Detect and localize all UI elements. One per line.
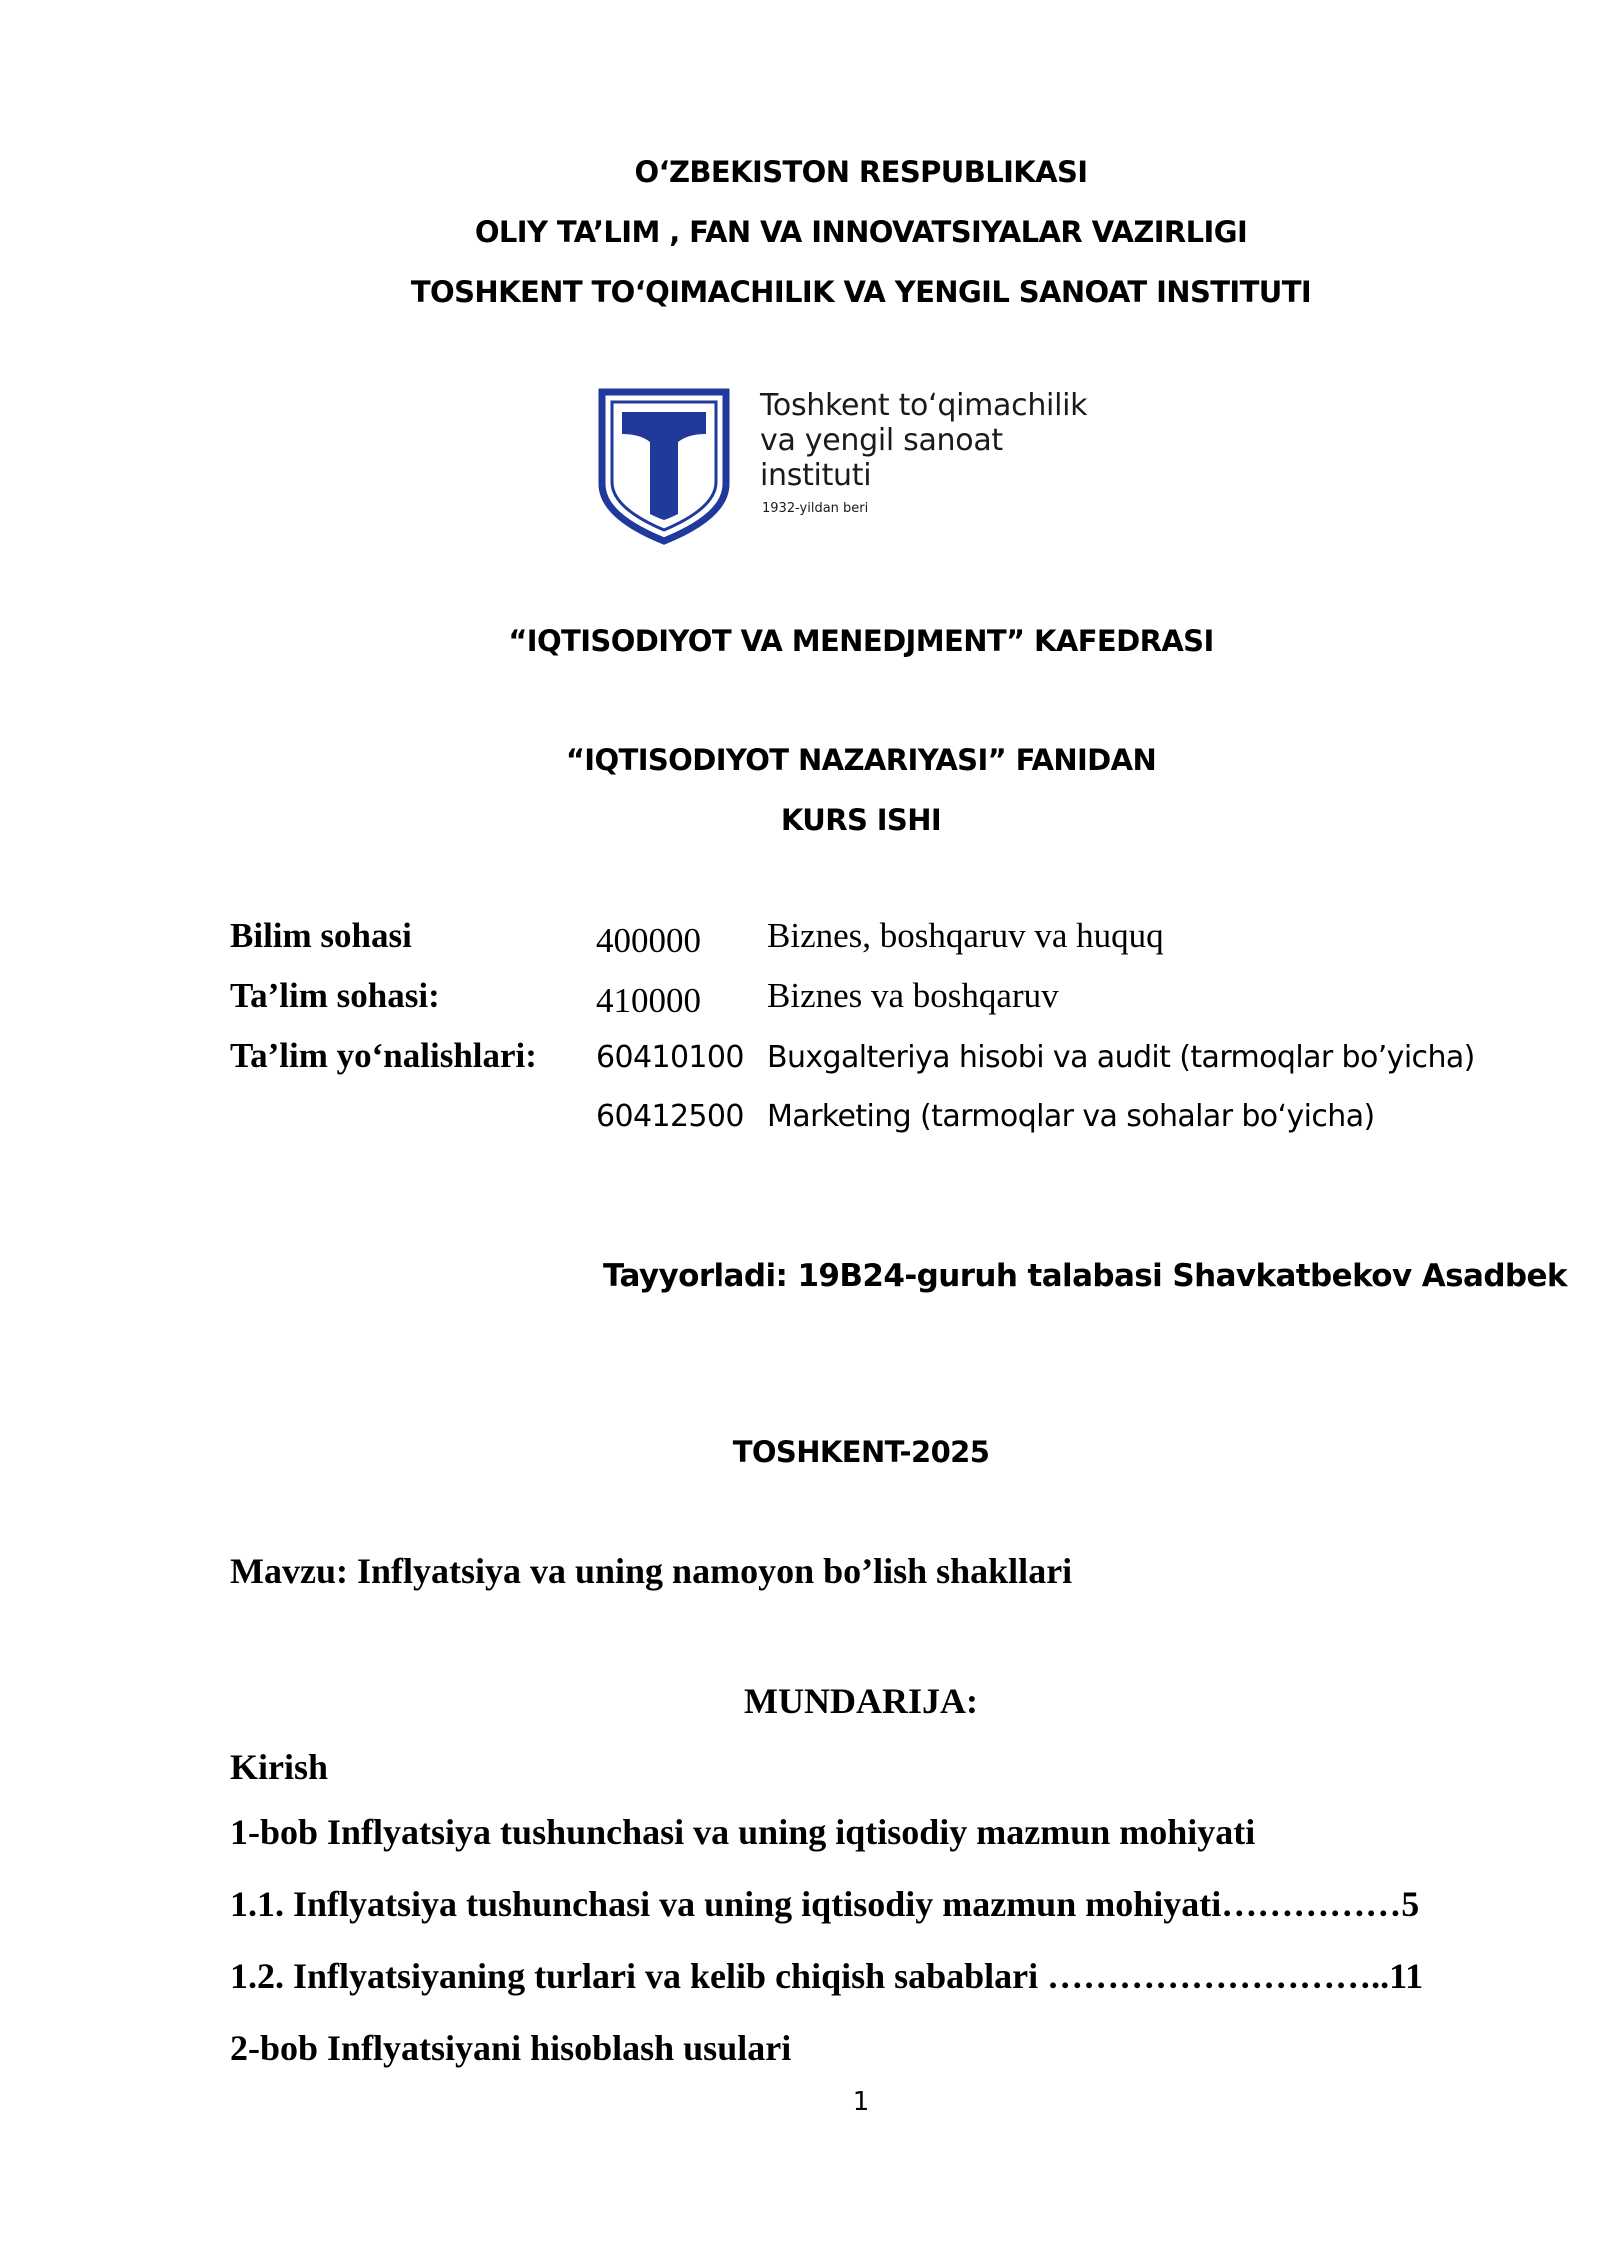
toc-item-chapter-1: 1-bob Inflyatsiya tushunchasi va uning iqtisodiy mazmun mohiyati <box>230 1812 1256 1852</box>
logo-since-text: 1932-yildan beri <box>762 501 869 516</box>
header-ministry-line-2: OLIY TA’LIM , FAN VA INNOVATSIYALAR VAZIRLIGI <box>474 215 1248 249</box>
department-title: “IQTISODIYOT VA MENEDJMENT” KAFEDRASI <box>508 624 1214 658</box>
header-ministry-line-1: O‘ZBEKISTON RESPUBLIKASI <box>634 155 1088 189</box>
field-label-knowledge-area: Bilim sohasi <box>230 916 412 955</box>
field-value-marketing: Marketing (tarmoqlar va sohalar bo‘yicha) <box>767 1099 1375 1134</box>
work-type-title: KURS ISHI <box>780 803 942 837</box>
field-code-accounting: 60410100 <box>596 1040 744 1075</box>
logo-text-line-1: Toshkent to‘qimachilik <box>760 388 1088 423</box>
page-number: 1 <box>852 2087 870 2117</box>
field-value-education-area: Biznes va boshqaruv <box>767 976 1059 1015</box>
logo-text-line-3: instituti <box>760 458 872 493</box>
logo-text-line-2: va yengil sanoat <box>760 423 1003 458</box>
toc-title: MUNDARIJA: <box>744 1681 978 1721</box>
toc-item-introduction: Kirish <box>230 1747 329 1787</box>
field-value-knowledge-area: Biznes, boshqaruv va huquq <box>767 916 1164 955</box>
field-label-education-directions: Ta’lim yo‘nalishlari: <box>230 1036 537 1075</box>
subject-title: “IQTISODIYOT NAZARIYASI” FANIDAN <box>565 743 1157 777</box>
topic-title: Mavzu: Inflyatsiya va uning namoyon bo’lish shakllari <box>230 1551 1073 1591</box>
field-code-knowledge-area: 400000 <box>596 921 701 960</box>
field-value-accounting: Buxgalteriya hisobi va audit (tarmoqlar bo’yicha) <box>767 1040 1475 1075</box>
institute-logo-icon <box>598 388 730 545</box>
toc-item-section-1-2: 1.2. Inflyatsiyaning turlari va kelib chiqish sabablari ………………………..11 <box>230 1956 1424 1996</box>
field-label-education-area: Ta’lim sohasi: <box>230 976 440 1015</box>
toc-item-chapter-2: 2-bob Inflyatsiyani hisoblash usulari <box>230 2028 792 2068</box>
prepared-by-text: Tayyorladi: 19B24-guruh talabasi Shavkatbekov Asadbek <box>603 1258 1567 1294</box>
header-institute-line: TOSHKENT TO‘QIMACHILIK VA YENGIL SANOAT INSTITUTI <box>410 275 1312 309</box>
city-year-text: TOSHKENT-2025 <box>732 1435 990 1469</box>
toc-item-section-1-1: 1.1. Inflyatsiya tushunchasi va uning iqtisodiy mazmun mohiyati……………5 <box>230 1884 1420 1924</box>
field-code-education-area: 410000 <box>596 981 701 1020</box>
field-code-marketing: 60412500 <box>596 1099 744 1134</box>
